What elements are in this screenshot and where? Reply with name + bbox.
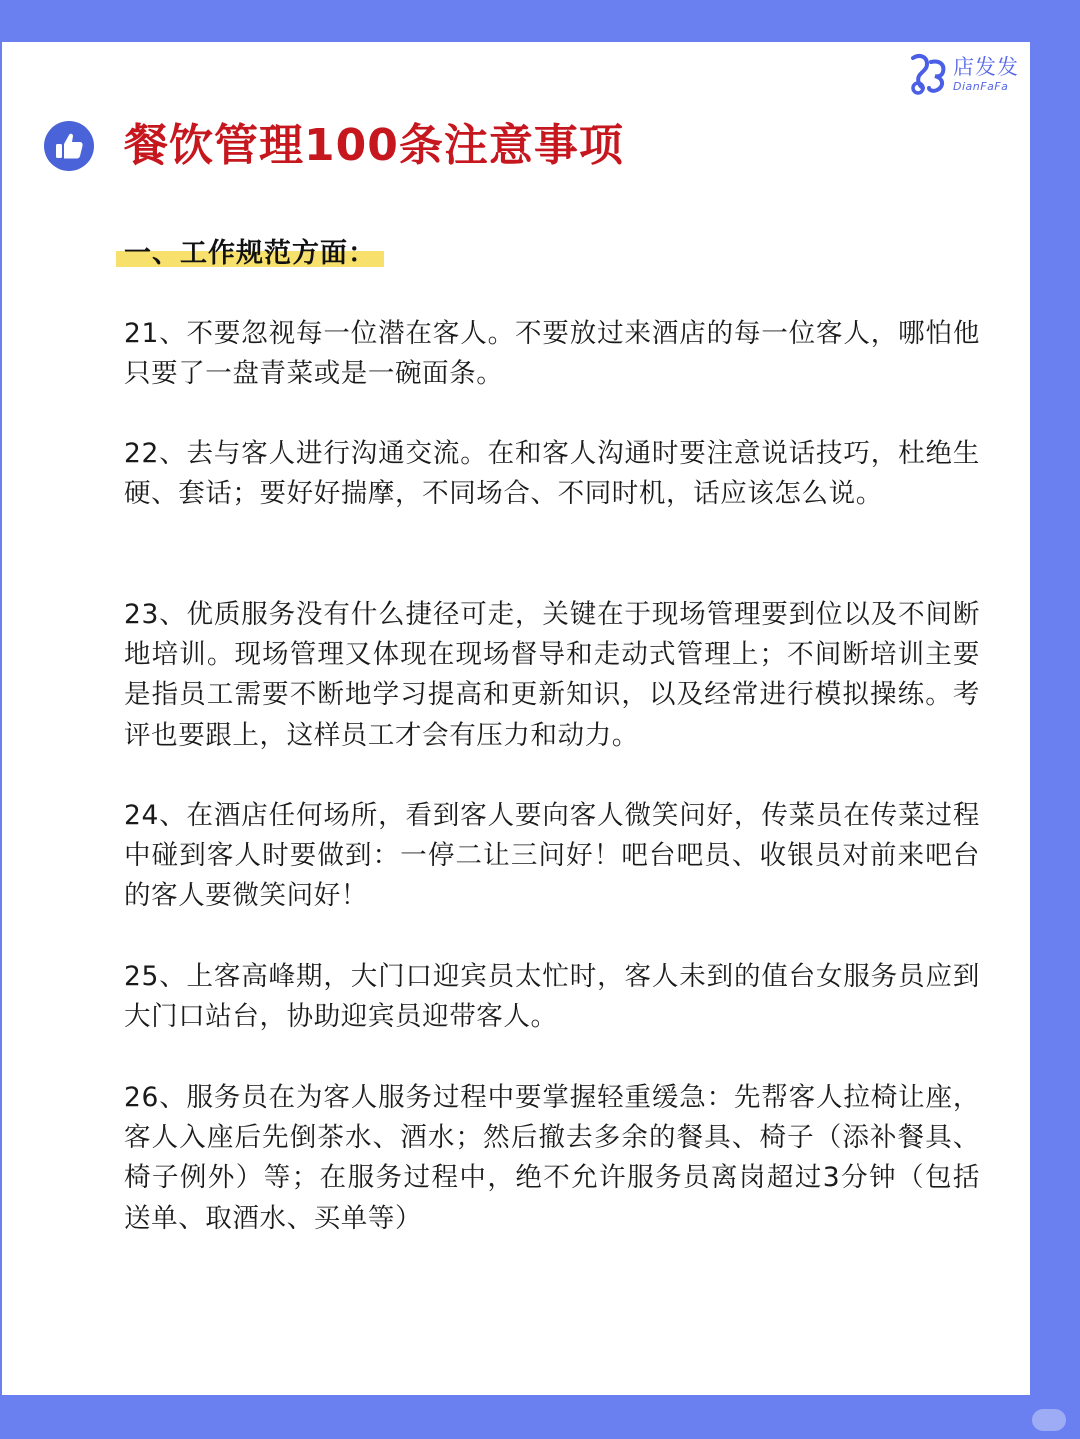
watermark [1032, 1409, 1066, 1431]
bottom-border [0, 1395, 1080, 1439]
section-heading [116, 234, 384, 274]
list-item: 24、在酒店任何场所，看到客人要向客人微笑问好，传菜员在传菜过程中碰到客人时要做到：一停二让三问好！吧台吧员、收银员对前来吧台的客人要微笑问好！ [124, 800, 980, 912]
list-item: 23、优质服务没有什么捷径可走，关键在于现场管理要到位以及不间断地培训。现场管理又体现在现场督导和走动式管理上；不间断培训主要是指员工需要不断地学习提高和更新知识，以及经常进行模拟操练。考评也要跟上，这样员工才会有压力和动力。 [124, 599, 980, 751]
list-item: 22、去与客人进行沟通交流。在和客人沟通时要注意说话技巧，杜绝生硬、套话；要好好揣摩，不同场合、不同时机，话应该怎么说。 [124, 438, 980, 510]
right-border [1030, 0, 1080, 1439]
brand-logo [905, 52, 1025, 96]
brand-logo-icon [905, 52, 951, 96]
brand-name-en: DianFaFa [953, 79, 1009, 93]
thumbs-up-badge [44, 121, 94, 171]
top-border [0, 0, 1080, 42]
list-item: 21、不要忽视每一位潜在客人。不要放过来酒店的每一位客人，哪怕他只要了一盘青菜或是一碗面条。 [124, 318, 980, 390]
section-heading-text: 一、工作规范方面： [124, 238, 376, 269]
brand-name-cn: 店发发 [953, 54, 1019, 79]
thumbs-up-icon [54, 132, 84, 160]
list-item: 26、服务员在为客人服务过程中要掌握轻重缓急：先帮客人拉椅让座，客人入座后先倒茶水、酒水；然后撤去多余的餐具、椅子（添补餐具、椅子例外）等；在服务过程中，绝不允许服务员离岗超过3分钟（包括送单、取酒水、买单等） [124, 1082, 980, 1234]
list-item: 25、上客高峰期，大门口迎宾员太忙时，客人未到的值台女服务员应到大门口站台，协助迎宾员迎带客人。 [124, 961, 980, 1033]
page-title: 餐饮管理100条注意事项 [124, 120, 624, 171]
